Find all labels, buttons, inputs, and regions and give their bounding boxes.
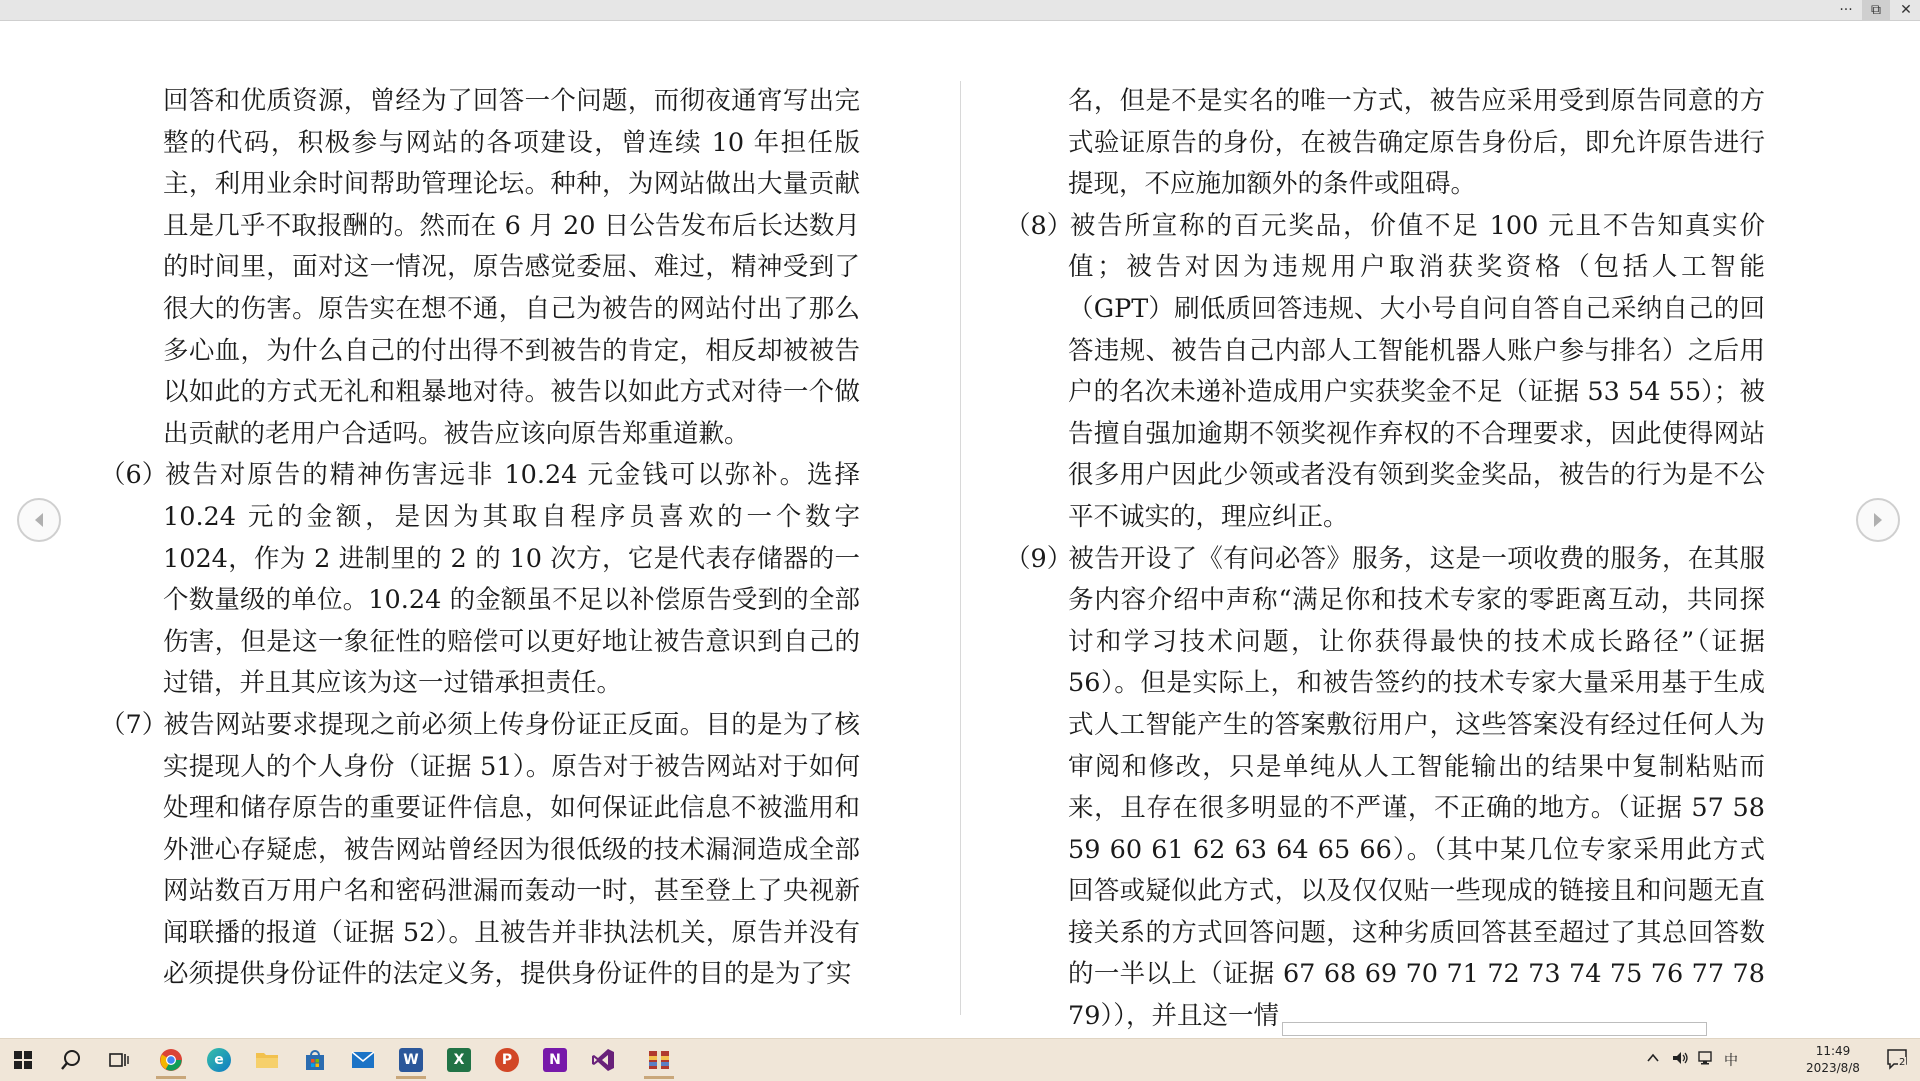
paragraph-number: （7） bbox=[100, 709, 168, 740]
taskbar bbox=[0, 1038, 1920, 1081]
next-page-button[interactable] bbox=[1856, 498, 1900, 542]
visual-studio-icon bbox=[591, 1048, 615, 1072]
search-icon bbox=[60, 1049, 82, 1071]
onenote-taskbar-button[interactable] bbox=[532, 1039, 578, 1081]
chevron-up-icon[interactable] bbox=[1646, 1051, 1660, 1069]
clock[interactable] bbox=[1793, 1043, 1873, 1077]
excel-icon: X bbox=[447, 1048, 471, 1072]
mail-taskbar-button[interactable] bbox=[340, 1039, 386, 1081]
powerpoint-icon: P bbox=[495, 1048, 519, 1072]
clock-time: 11:49 bbox=[1815, 1044, 1851, 1058]
system-tray bbox=[1640, 1039, 1920, 1081]
previous-page-button[interactable] bbox=[17, 498, 61, 542]
close-button[interactable]: ✕ bbox=[1900, 2, 1912, 18]
folder-icon bbox=[255, 1050, 279, 1070]
store-taskbar-button[interactable] bbox=[292, 1039, 338, 1081]
volume-icon[interactable] bbox=[1672, 1051, 1690, 1069]
paragraph-number: （9） bbox=[1005, 543, 1073, 574]
paragraph-continued: 名，但是不是实名的唯一方式，被告应采用受到原告同意的方式验证原告的身份，在被告确定原告身份后，即允许原告进行提现，不应施加额外的条件或阻碍。 bbox=[1068, 86, 1765, 200]
paragraph-7: （7）被告网站要求提现之前必须上传身份证正反面。目的是为了核实提现人的个人身份（证据 51）。原告对于被告网站对于如何处理和储存原告的重要证件信息，如何保证此信息不被滥用和外泄心存疑虑，被告网站曾经因为很低级的技术漏洞造成全部网站数百万用户名和密码泄漏而轰动一时，甚至登上了央视新闻联播的报道（证据 52）。且被告并非执法机关，原告并没有必须提供身份证件的法定义务，提供身份证件的目的是为了实 bbox=[100, 705, 860, 996]
word-taskbar-button[interactable] bbox=[388, 1039, 434, 1081]
more-options-button[interactable]: ··· bbox=[1839, 2, 1853, 18]
right-column bbox=[1005, 81, 1765, 1038]
edge-taskbar-button[interactable] bbox=[196, 1039, 242, 1081]
ime-indicator[interactable]: 中 bbox=[1724, 1053, 1738, 1069]
column-divider bbox=[960, 81, 961, 1015]
mail-icon bbox=[351, 1051, 375, 1069]
paragraph-6: （6）被告对原告的精神伤害远非 10.24 元金钱可以弥补。选择 10.24 元的金额，是因为其取自程序员喜欢的一个数字 1024，作为 2 进制里的 2 的 10 次方，它是代表存储器的一个数量级的单位。10.24 的金额虽不足以补偿原告受到的全部伤害，但是这一象征性的赔偿可以更好地让被告意识到自己的过错，并且其应该为这一过错承担责任。 bbox=[100, 455, 860, 705]
visual-studio-taskbar-button[interactable] bbox=[580, 1039, 626, 1081]
edge-icon: e bbox=[207, 1048, 231, 1072]
left-column bbox=[100, 81, 860, 996]
document-page bbox=[0, 21, 1920, 1032]
notification-count-badge: 2 bbox=[1899, 1057, 1906, 1068]
chrome-taskbar-button[interactable] bbox=[148, 1039, 194, 1081]
task-view-button[interactable] bbox=[96, 1039, 142, 1081]
paragraph-number: （6） bbox=[100, 460, 168, 491]
chevron-left-icon bbox=[31, 511, 47, 529]
onenote-icon: N bbox=[543, 1048, 567, 1072]
excel-taskbar-button[interactable] bbox=[436, 1039, 482, 1081]
reading-mode-toolbar bbox=[0, 0, 1920, 21]
windows-icon bbox=[14, 1051, 32, 1069]
file-explorer-taskbar-button[interactable] bbox=[244, 1039, 290, 1081]
word-icon: W bbox=[399, 1048, 423, 1072]
winrar-taskbar-button[interactable] bbox=[636, 1039, 682, 1081]
network-icon[interactable] bbox=[1698, 1051, 1716, 1069]
restore-window-button[interactable]: ⧉ bbox=[1862, 0, 1890, 20]
clock-date: 2023/8/8 bbox=[1806, 1061, 1860, 1075]
archive-icon bbox=[647, 1048, 671, 1072]
paragraph-8: （8）被告所宣称的百元奖品，价值不足 100 元且不告知真实价值；被告对因为违规用户取消获奖资格（包括人工智能（GPT）刷低质回答违规、大小号自问自答自己采纳自己的回答违规、被告自己内部人工智能机器人账户参与排名）之后用户的名次未递补造成用户实获奖金不足（证据 53 54 55）；被告擅自强加逾期不领奖视作弃权的不合理要求，因此使得网站很多用户因此少领或者没有领到奖金奖品，被告的行为是不公平不诚实的，理应纠正。 bbox=[1005, 206, 1765, 539]
notification-center-button[interactable] bbox=[1886, 1048, 1908, 1074]
search-button[interactable] bbox=[48, 1039, 94, 1081]
paragraph-continued: 回答和优质资源，曾经为了回答一个问题，而彻夜通宵写出完整的代码，积极参与网站的各项建设，曾连续 10 年担任版主，利用业余时间帮助管理论坛。种种，为网站做出大量贡献且是几乎不取报酬的。然而在 6 月 20 日公告发布后长达数月的时间里，面对这一情况，原告感觉委屈、难过，精神受到了很大的伤害。原告实在想不通，自己为被告的网站付出了那么多心血，为什么自己的付出得不到被告的肯定，相反却被被告以如此的方式无礼和粗暴地对待。被告以如此方式对待一个做出贡献的老用户合适吗。被告应该向原告郑重道歉。 bbox=[163, 86, 860, 449]
chrome-icon bbox=[159, 1048, 183, 1072]
store-bag-icon bbox=[304, 1049, 326, 1071]
chevron-right-icon bbox=[1870, 511, 1886, 529]
paragraph-9: （9）被告开设了《有问必答》服务，这是一项收费的服务，在其服务内容介绍中声称“满足你和技术专家的零距离互动，共同探讨和学习技术问题，让你获得最快的技术成长路径”（证据 56）。但是实际上，和被告签约的技术专家大量采用基于生成式人工智能产生的答案敷衍用户，这些答案没有经过任何人为审阅和修改，只是单纯从人工智能输出的结果中复制粘贴而来，且存在很多明显的不严谨，不正确的地方。（证据 57 58 59 60 61 62 63 64 65 66）。（其中某几位专家采用此方式回答或疑似此方式，以及仅仅贴一些现成的链接且和问题无直接关系的方式回答问题，这种劣质回答甚至超过了其总回答数的一半以上（证据 67 68 69 70 71 72 73 74 75 76 77 78 79）），并且这一情 bbox=[1005, 539, 1765, 1038]
paragraph-number: （8） bbox=[1005, 210, 1073, 241]
start-button[interactable] bbox=[0, 1039, 46, 1081]
powerpoint-taskbar-button[interactable] bbox=[484, 1039, 530, 1081]
task-view-icon bbox=[109, 1051, 129, 1069]
horizontal-scrollbar[interactable] bbox=[1282, 1022, 1707, 1036]
